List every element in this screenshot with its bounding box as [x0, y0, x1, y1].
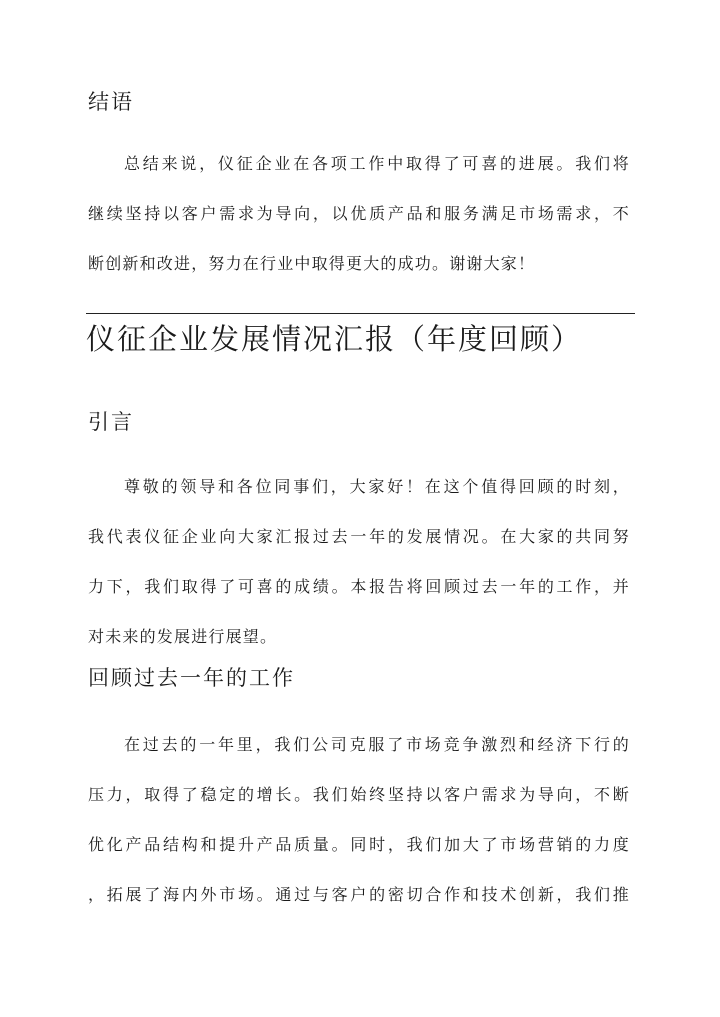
- paragraph-line: 尊敬的领导和各位同事们，大家好！在这个值得回顾的时刻，: [124, 477, 630, 496]
- paragraph-line: 力下，我们取得了可喜的成绩。本报告将回顾过去一年的工作，并: [88, 577, 630, 596]
- paragraph-line: ，拓展了海内外市场。通过与客户的密切合作和技术创新，我们推: [88, 885, 630, 904]
- paragraph-line: 在过去的一年里，我们公司克服了市场竞争激烈和经济下行的: [124, 735, 630, 754]
- report-title: 仪征企业发展情况汇报（年度回顾）: [86, 322, 583, 356]
- conclusion-heading: 结语: [88, 90, 134, 114]
- review-heading: 回顾过去一年的工作: [88, 666, 295, 690]
- conclusion-paragraph: [88, 150, 630, 278]
- paragraph-line: 优化产品结构和提升产品质量。同时，我们加大了市场营销的力度: [88, 835, 630, 854]
- paragraph-line: 压力，取得了稳定的增长。我们始终坚持以客户需求为导向，不断: [88, 785, 630, 804]
- review-paragraph: [88, 731, 630, 909]
- section-divider: [86, 313, 635, 314]
- intro-paragraph: [88, 473, 630, 651]
- paragraph-line: 总结来说，仪征企业在各项工作中取得了可喜的进展。我们将: [124, 154, 630, 173]
- paragraph-line: 继续坚持以客户需求为导向，以优质产品和服务满足市场需求，不: [88, 204, 630, 223]
- paragraph-line: 断创新和改进，努力在行业中取得更大的成功。谢谢大家！: [88, 254, 536, 273]
- paragraph-line: 对未来的发展进行展望。: [88, 627, 278, 646]
- paragraph-line: 我代表仪征企业向大家汇报过去一年的发展情况。在大家的共同努: [88, 527, 630, 546]
- intro-heading: 引言: [88, 410, 134, 434]
